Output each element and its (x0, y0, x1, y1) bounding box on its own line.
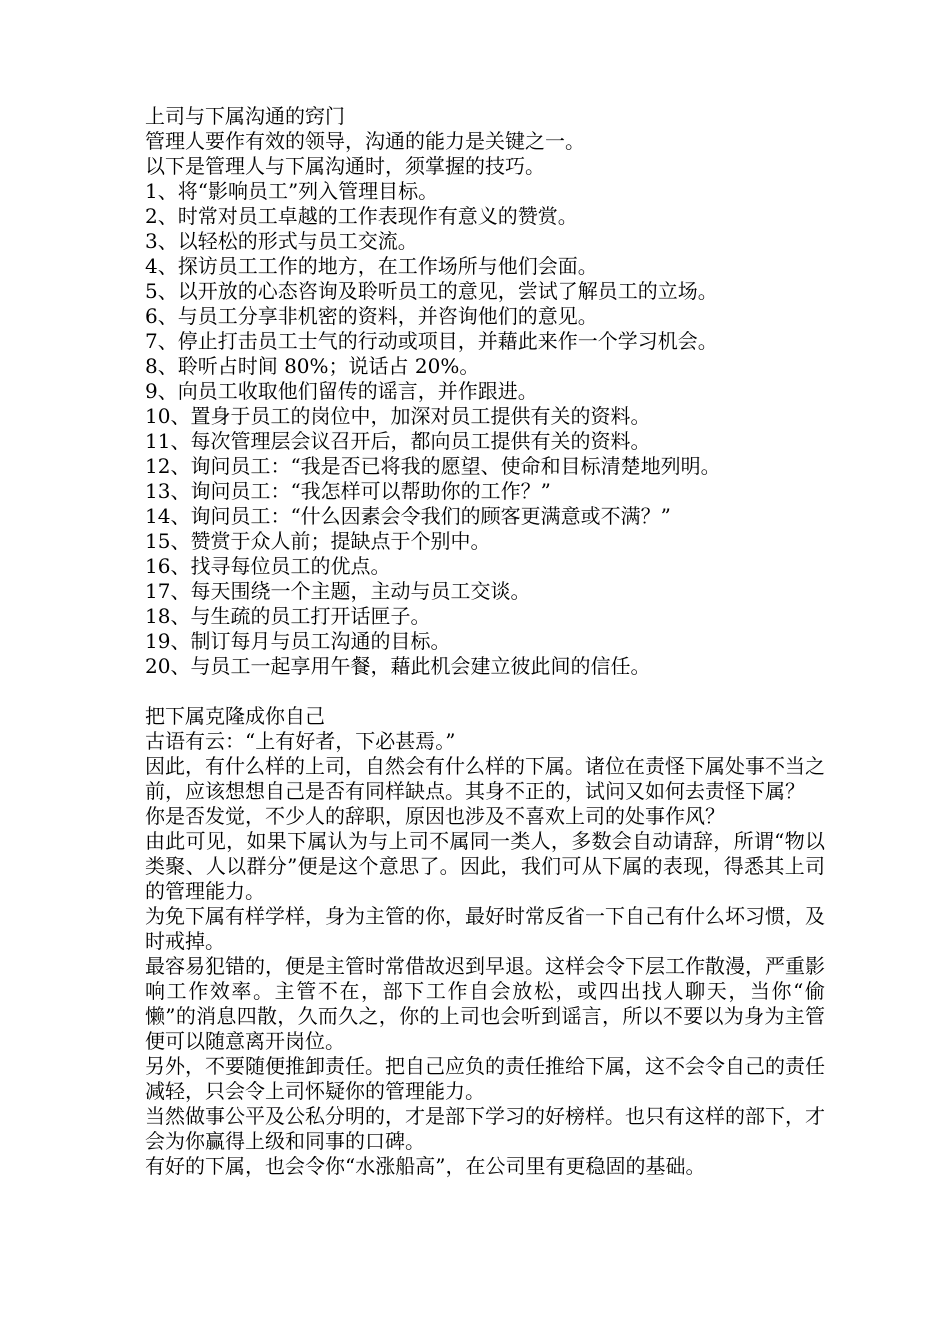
tip-item: 16、找寻每位员工的优点。 (145, 554, 391, 578)
tip-item: 2、时常对员工卓越的工作表现作有意义的赞赏。 (145, 204, 578, 228)
tip-item: 15、赞赏于众人前；提缺点于个别中。 (145, 529, 491, 553)
tip-item: 7、停止打击员工士气的行动或项目，并藉此来作一个学习机会。 (145, 329, 718, 353)
tips-list (145, 179, 825, 679)
section1-intro-line: 以下是管理人与下属沟通时，须掌握的技巧。 (145, 154, 545, 178)
section2-paragraph: 当然做事公平及公私分明的，才是部下学习的好榜样。也只有这样的部下，才会为你赢得上级和同事的口碑。 (145, 1104, 825, 1153)
tip-item: 4、探访员工工作的地方，在工作场所与他们会面。 (145, 254, 598, 278)
tip-item: 11、每次管理层会议召开后，都向员工提供有关的资料。 (145, 429, 651, 453)
section1-title: 上司与下属沟通的窍门 (145, 104, 345, 128)
section2-paragraph: 为免下属有样学样，身为主管的你，最好时常反省一下自己有什么坏习惯，及时戒掉。 (145, 904, 825, 953)
tip-item: 3、以轻松的形式与员工交流。 (145, 229, 418, 253)
tip-item: 12、询问员工：“我是否已将我的愿望、使命和目标清楚地列明。 (145, 454, 721, 478)
tip-item: 9、向员工收取他们留传的谣言，并作跟进。 (145, 379, 538, 403)
tip-item: 6、与员工分享非机密的资料，并咨询他们的意见。 (145, 304, 598, 328)
tip-item: 20、与员工一起享用午餐，藉此机会建立彼此间的信任。 (145, 654, 651, 678)
section2-paragraph: 另外，不要随便推卸责任。把自己应负的责任推给下属，这不会令自己的责任减轻，只会令上司怀疑你的管理能力。 (145, 1054, 825, 1103)
tip-item: 14、询问员工：“什么因素会令我们的顾客更满意或不满？” (145, 504, 671, 528)
section-gap (145, 679, 825, 704)
tip-item: 18、与生疏的员工打开话匣子。 (145, 604, 431, 628)
tip-item: 10、置身于员工的岗位中，加深对员工提供有关的资料。 (145, 404, 651, 428)
section1-intro-line: 管理人要作有效的领导，沟通的能力是关键之一。 (145, 129, 585, 153)
tip-item: 5、以开放的心态咨询及聆听员工的意见，尝试了解员工的立场。 (145, 279, 718, 303)
section2-paragraph: 古语有云：“上有好者，下必甚焉。” (145, 729, 456, 753)
tip-item: 17、每天围绕一个主题，主动与员工交谈。 (145, 579, 531, 603)
section2-paragraph: 最容易犯错的，便是主管时常借故迟到早退。这样会令下层工作散漫，严重影响工作效率。主管不在，部下工作自会放松，或四出找人聊天，当你“偷懒”的消息四散，久而久之，你的上司也会听到谣言，所以不要以为身为主管便可以随意离开岗位。 (145, 954, 825, 1053)
section2-paragraph: 你是否发觉，不少人的辞职，原因也涉及不喜欢上司的处事作风？ (145, 804, 725, 828)
tip-item: 8、聆听占时间 80%；说话占 20%。 (145, 354, 480, 378)
tip-item: 19、制订每月与员工沟通的目标。 (145, 629, 451, 653)
section2-paragraph: 由此可见，如果下属认为与上司不属同一类人，多数会自动请辞，所谓“物以类聚、人以群分”便是这个意思了。因此，我们可从下属的表现，得悉其上司的管理能力。 (145, 829, 825, 903)
tip-item: 13、询问员工：“我怎样可以帮助你的工作？” (145, 479, 551, 503)
document-page (145, 104, 825, 1179)
section2-paragraph: 因此，有什么样的上司，自然会有什么样的下属。诸位在责怪下属处事不当之前，应该想想自己是否有同样缺点。其身不正的，试问又如何去责怪下属？ (145, 754, 825, 803)
section2-paragraph: 有好的下属，也会令你“水涨船高”，在公司里有更稳固的基础。 (145, 1154, 706, 1178)
tip-item: 1、将“影响员工”列入管理目标。 (145, 179, 439, 203)
section2-title: 把下属克隆成你自己 (145, 704, 325, 728)
